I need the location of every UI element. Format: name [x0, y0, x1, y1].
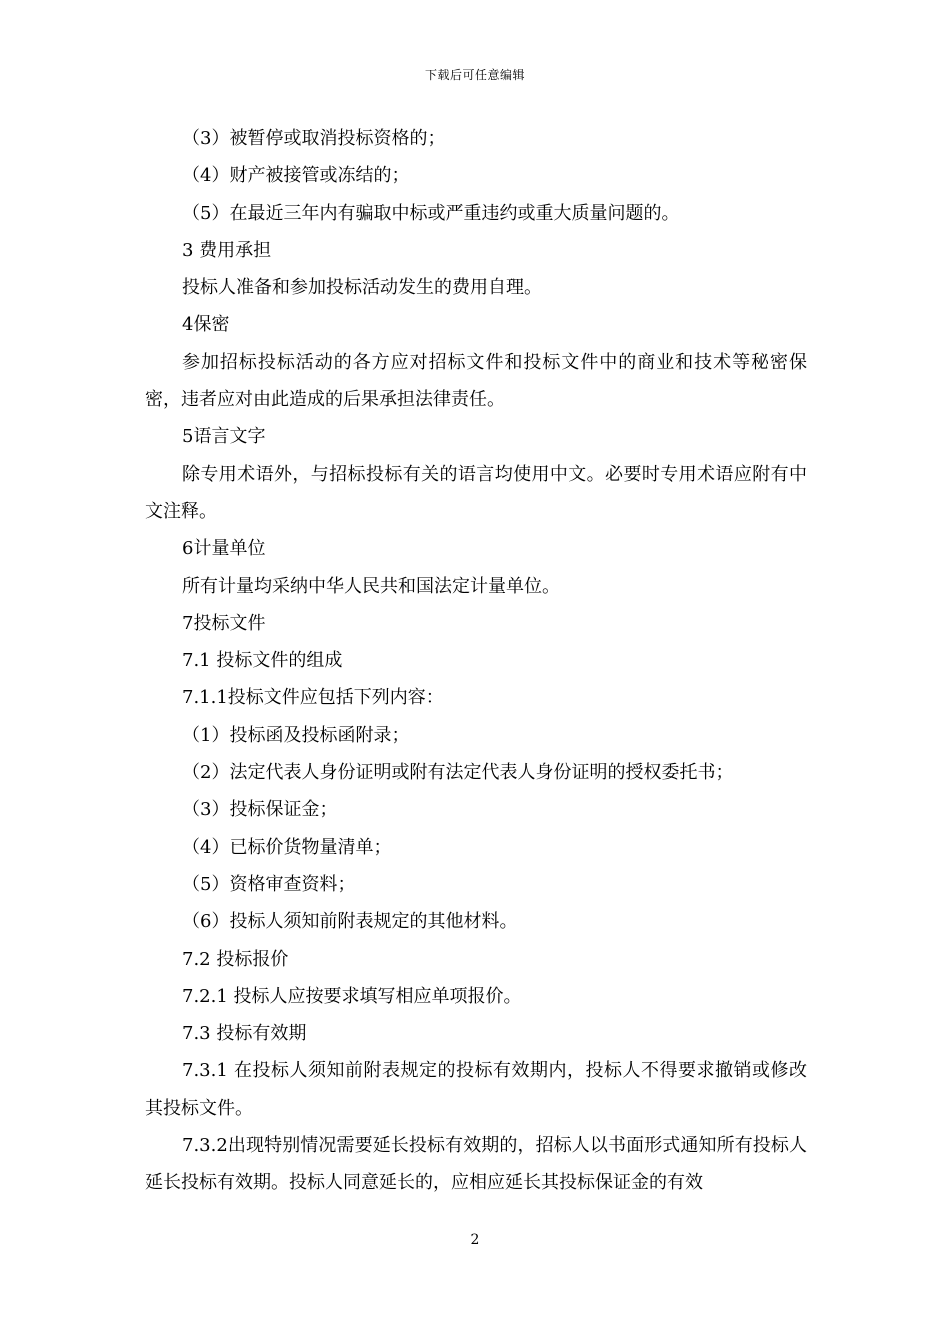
paragraph: 所有计量均采纳中华人民共和国法定计量单位。 — [182, 575, 560, 597]
paragraph: （5）在最近三年内有骗取中标或严重违约或重大质量问题的。 — [182, 202, 680, 224]
paragraph: 7.3.1 在投标人须知前附表规定的投标有效期内，投标人不得要求撤销或修改其投标文件。 — [145, 1060, 807, 1119]
list-item: （5）资格审查资料； — [182, 873, 356, 895]
subsection-heading: 7.1 投标文件的组成 — [182, 650, 343, 672]
paragraph: 除专用术语外，与招标投标有关的语言均使用中文。必要时专用术语应附有中文注释。 — [145, 463, 807, 522]
paragraph: （4）财产被接管或冻结的； — [182, 165, 410, 187]
page-number: 2 — [470, 1232, 480, 1248]
section-heading: 4保密 — [182, 314, 230, 336]
section-heading: 6计量单位 — [182, 538, 266, 560]
page-header: 下载后可任意编辑 — [424, 68, 525, 82]
list-item: （6）投标人须知前附表规定的其他材料。 — [182, 911, 518, 933]
paragraph: 7.2.1 投标人应按要求填写相应单项报价。 — [182, 985, 522, 1007]
paragraph: 7.3.2出现特别情况需要延长投标有效期的，招标人以书面形式通知所有投标人延长投标有效期。投标人同意延长的，应相应延长其投标保证金的有效 — [145, 1135, 807, 1194]
list-item: （2）法定代表人身份证明或附有法定代表人身份证明的授权委托书； — [182, 762, 734, 784]
section-heading: 7投标文件 — [182, 612, 266, 634]
subsection-heading: 7.3 投标有效期 — [182, 1023, 307, 1045]
list-item: （1）投标函及投标函附录； — [182, 724, 410, 746]
paragraph: 投标人准备和参加投标活动发生的费用自理。 — [182, 277, 542, 299]
section-heading: 3 费用承担 — [182, 239, 272, 261]
paragraph: （3）被暂停或取消投标资格的； — [182, 128, 446, 149]
subsection-heading: 7.2 投标报价 — [182, 948, 289, 970]
document-body — [145, 120, 807, 1202]
paragraph: 7.1.1投标文件应包括下列内容： — [182, 687, 444, 709]
list-item: （3）投标保证金； — [182, 799, 338, 821]
section-heading: 5语言文字 — [182, 426, 266, 448]
list-item: （4）已标价货物量清单； — [182, 836, 392, 858]
paragraph: 参加招标投标活动的各方应对招标文件和投标文件中的商业和技术等秘密保密，违者应对由此造成的后果承担法律责任。 — [145, 351, 807, 411]
